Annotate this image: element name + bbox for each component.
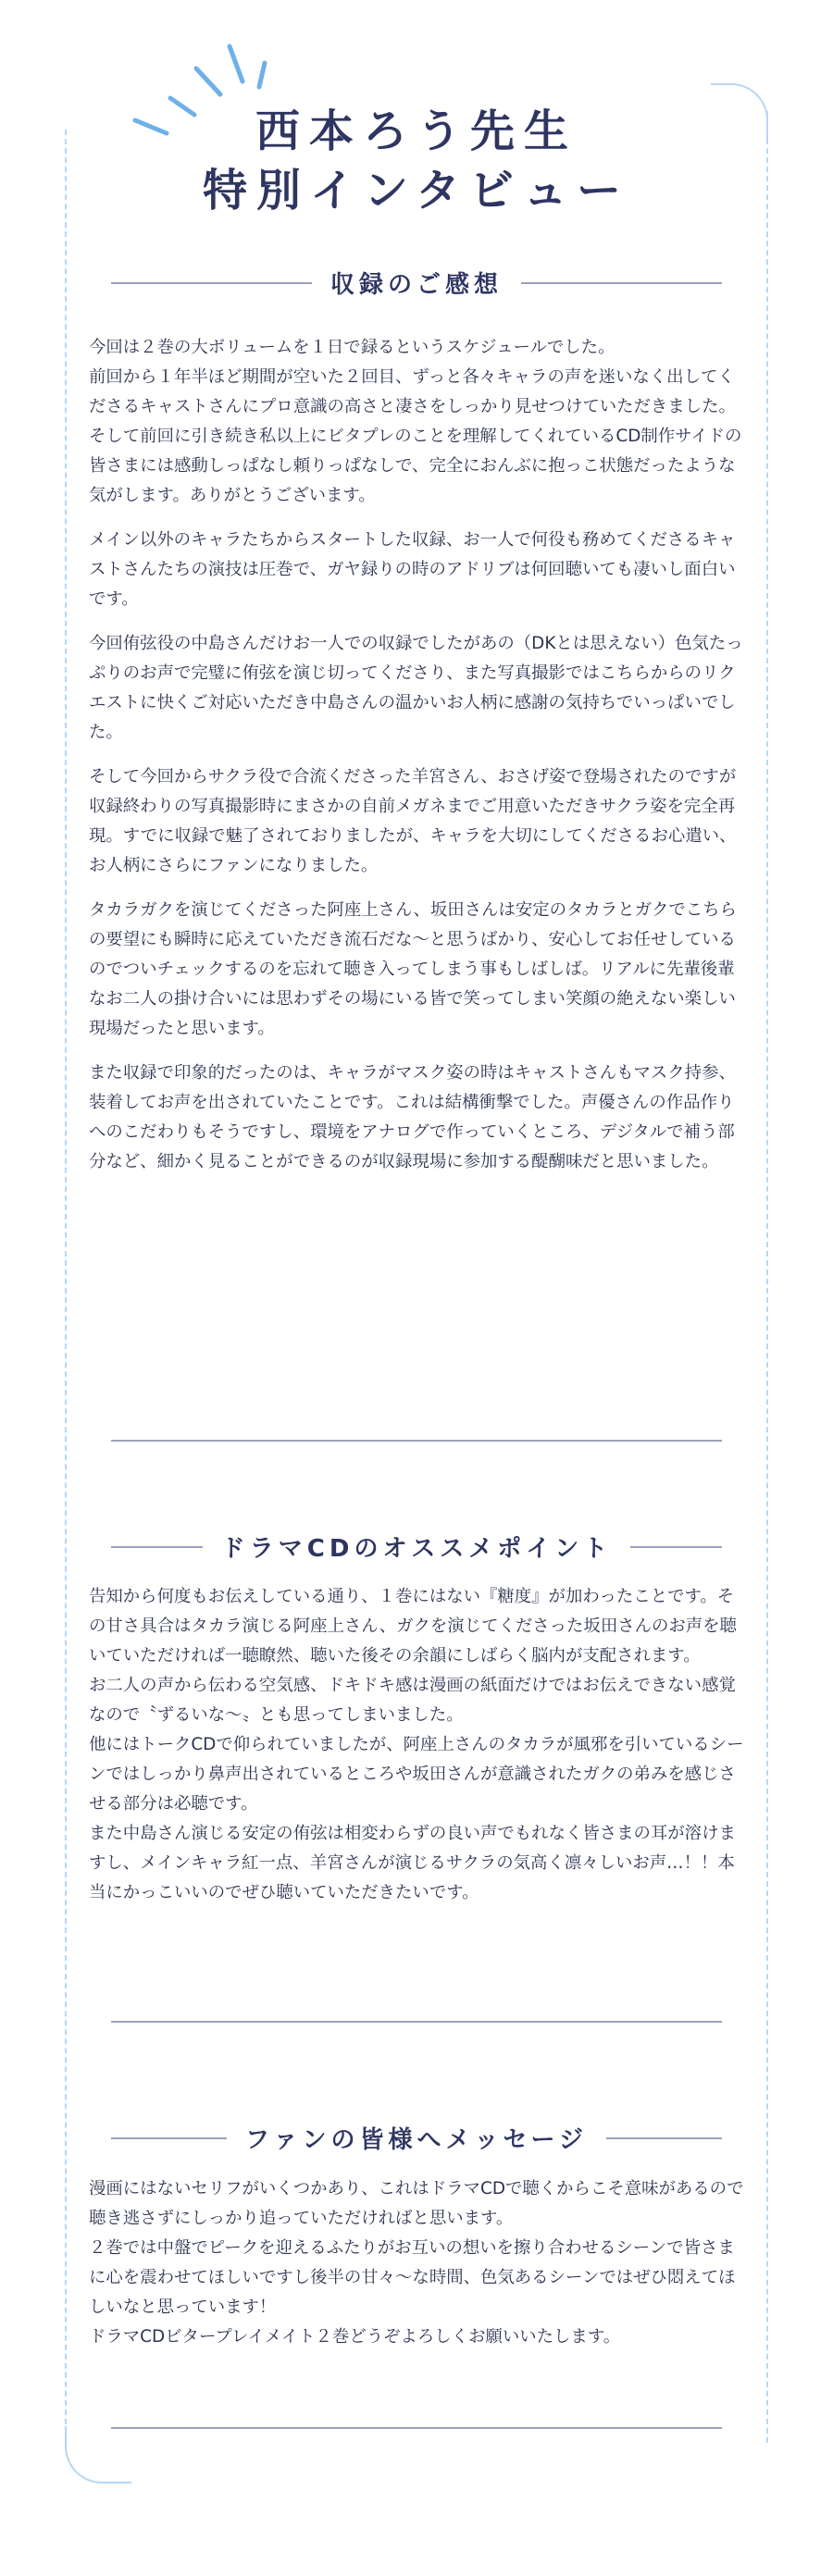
heading-rule-right bbox=[630, 1546, 722, 1548]
frame-right-border bbox=[766, 111, 768, 2443]
paragraph: メイン以外のキャラたちからスタートした収録、お一人で何役も務めてくださるキャストさんたちの演技は圧巻で、ガヤ録りの時のアドリブは何回聴いても凄いし面白いです。 bbox=[89, 530, 736, 609]
frame-left-border bbox=[65, 130, 67, 2443]
paragraph: 今回は２巻の大ボリュームを１日で録るというスケジュールでした。 前回から１年半ほど期間が空いた２回目、ずっと各々キャラの声を迷いなく出してくださるキャストさんにプロ意識の高さと凄さをしっかり見せつけていただきました。 そして前回に引き続き私以上にビタプレのことを理解してくれているCD制作サイドの皆さまには感動しっぱなし頼りっぱなしで、完全におんぶに抱っこ状態だったような気がします。ありがとうございます。 bbox=[89, 338, 742, 505]
heading-rule-right bbox=[521, 282, 722, 284]
paragraph: 漫画にはないセリフがいくつかあり、これはドラマCDで聴くからこそ意味があるので聴き逃さずにしっかり追っていただければと思います。 ２巻では中盤でピークを迎えるふたりがお互いの想いを擦り合わせるシーンで皆さまに心を震わせてほしいですし後半の甘々〜な時間、色気あるシーンではぜひ悶えてほしいなと思っています！ ドラマCDビタープレイメイト２巻どうぞよろしくお願いいたします。 bbox=[89, 2179, 744, 2347]
section-body-impressions bbox=[89, 333, 748, 1192]
page-title bbox=[0, 102, 833, 220]
section-divider bbox=[111, 2427, 722, 2429]
section-body-message bbox=[89, 2174, 748, 2367]
paragraph: タカラガクを演じてくださった阿座上さん、坂田さんは安定のタカラとガクでこちらの要望にも瞬時に応えていただき流石だな〜と思うばかり、安心してお任せしているのでついチェックするのを忘れて聴き入ってしまう事もしばしば。リアルに先輩後輩なお二人の掛け合いには思わずその場にいる皆で笑ってしまい笑顔の絶えない楽しい現場だったと思います。 bbox=[89, 900, 737, 1038]
paragraph: また収録で印象的だったのは、キャラがマスク姿の時はキャストさんもマスク持参、装着してお声を出されていたことです。これは結構衝撃でした。声優さんの作品作りへのこだわりもそうですし、環境をアナログで作っていくところ、デジタルで補う部分など、細かく見ることができるのが収録現場に参加する醍醐味だと思いました。 bbox=[89, 1063, 736, 1171]
heading-rule-left bbox=[111, 2137, 227, 2139]
title-line-1: 西本ろう先生 bbox=[255, 105, 578, 157]
paragraph: 今回侑弦役の中島さんだけお一人での収録でしたがあの（DKとは思えない）色気たっぷりのお声で完璧に侑弦を演じ切ってくださり、また写真撮影ではこちらからのリクエストに快くご対応いただき中島さんの温かいお人柄に感謝の気持ちでいっぱいでした。 bbox=[89, 634, 743, 742]
heading-rule-right bbox=[606, 2137, 722, 2139]
frame-corner-bottom-left bbox=[65, 2426, 131, 2483]
paragraph: そして今回からサクラ役で合流くださった羊宮さん、おさげ姿で登場されたのですが収録終わりの写真撮影時にまさかの自前メガネまでご用意いただきサクラ姿を完全再現。すでに収録で魅了されておりましたが、キャラを大切にしてくださるお心遣い、お人柄にさらにファンになりました。 bbox=[89, 767, 737, 875]
section-heading-text: ドラマCDのオススメポイント bbox=[220, 1535, 613, 1563]
section-heading-impressions bbox=[111, 266, 722, 300]
section-heading-text: 収録のご感想 bbox=[330, 271, 504, 299]
section-divider bbox=[111, 2021, 722, 2023]
section-heading-text: ファンの皆様へメッセージ bbox=[245, 2126, 588, 2154]
section-heading-recommend bbox=[111, 1530, 722, 1564]
title-line-2: 特別インタビュー bbox=[202, 165, 631, 217]
heading-rule-left bbox=[111, 1546, 203, 1548]
section-heading-message bbox=[111, 2121, 722, 2155]
paragraph: 告知から何度もお伝えしている通り、１巻にはない『糖度』が加わったことです。その甘さ具合はタカラ演じる阿座上さん、ガクを演じてくださった坂田さんのお声を聴いていただければ一聴瞭然、聴いた後その余韻にしばらく脳内が支配されます。 お二人の声から伝わる空気感、ドキドキ感は漫画の紙面だけではお伝えできない感覚なので〝ずるいな〜〟とも思ってしまいました。 他にはトークCDで仰られていましたが、阿座上さんのタカラが風邪を引いているシーンではしっかり鼻声出されているところや坂田さんが意識されたガクの弟みを感じさせる部分は必聴です。 また中島さん演じる安定の侑弦は相変わらずの良い声でもれなく皆さまの耳が溶けますし、メインキャラ紅一点、羊宮さんが演じるサクラの気高く凛々しいお声…！！本当にかっこいいのでぜひ聴いていただきたいです。 bbox=[89, 1587, 744, 1902]
section-body-recommend bbox=[89, 1582, 748, 1923]
heading-rule-left bbox=[111, 282, 312, 284]
section-divider bbox=[111, 1440, 722, 1442]
